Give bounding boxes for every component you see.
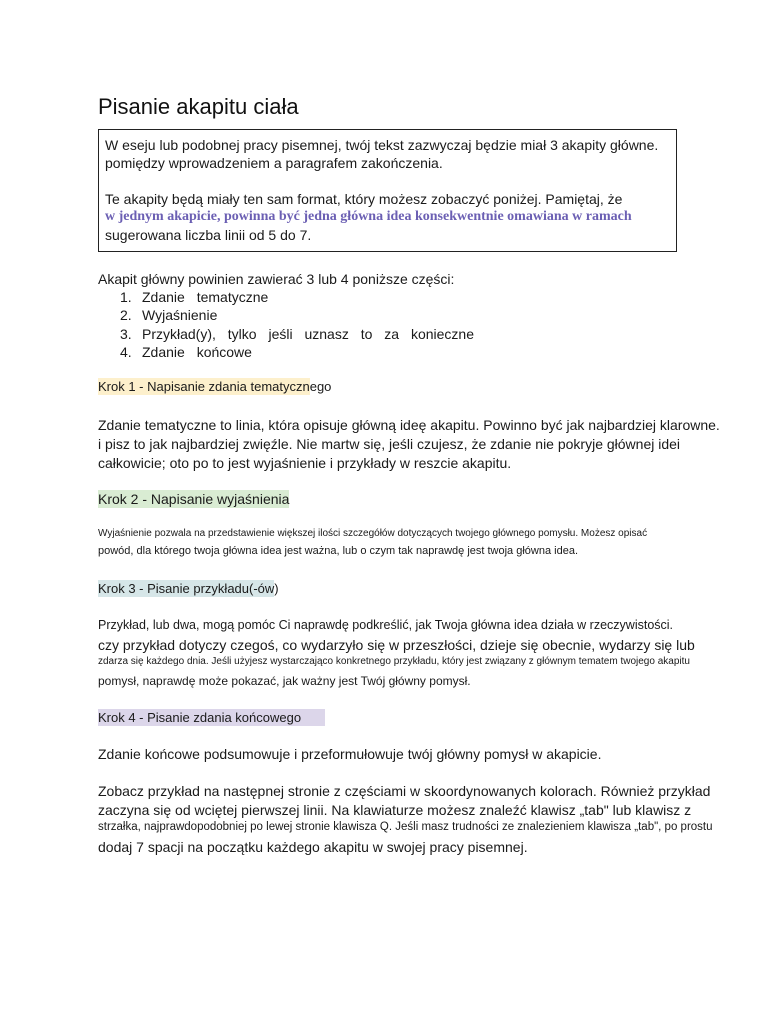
step-1-rest: ego — [309, 379, 332, 394]
page-title: Pisanie akapitu ciała — [98, 94, 299, 119]
box-line: sugerowana liczba linii od 5 do 7. — [105, 227, 312, 243]
paragraph-topic-line: i pisz to jak najbardziej zwięźle. Nie martw się, jeśli czujesz, że zdanie nie pokryje głównej idei — [98, 436, 681, 452]
paragraph-explanation-line: powód, dla którego twoja główna idea jest ważna, lub o czym tak naprawdę jest twoja główna idea. — [98, 545, 578, 557]
step-3-heading — [98, 581, 279, 596]
paragraph-example-line: zdarza się każdego dnia. Jeśli użyjesz wystarczająco konkretnego przykładu, który jest związany z głównym tematem twojego akapitu — [98, 656, 690, 667]
paragraph-closing-line: Zdanie końcowe podsumowuje i przeformułowuje twój główny pomysł w akapicie. — [98, 746, 602, 762]
step-2-highlight: Krok 2 - Napisanie wyjaśnienia — [98, 491, 290, 507]
paragraph-note-line: Zobacz przykład na następnej stronie z częściami w skoordynowanych kolorach. Również przykład — [98, 783, 711, 799]
step-1-highlight: Krok 1 - Napisanie zdania tematyczn — [98, 379, 310, 394]
step-4-heading — [98, 710, 325, 725]
paragraph-note-line: zaczyna się od wciętej pierwszej linii. Na klawiaturze możesz znaleźć klawisz „tab" lub klawisz z — [98, 802, 692, 818]
paragraph-example-line: czy przykład dotyczy czegoś, co wydarzyło się w przeszłości, dzieje się obecnie, wydarzy się lub — [98, 637, 695, 653]
paragraph-example-line: Przykład, lub dwa, mogą pomóc Ci naprawdę podkreślić, jak Twoja główna idea działa w rzeczywistości. — [98, 618, 674, 632]
step-3-rest: ) — [274, 581, 279, 596]
paragraph-explanation-line: Wyjaśnienie pozwala na przedstawienie większej ilości szczegółów dotyczących twojego głównego pomysłu. Możesz opisać — [98, 528, 648, 539]
box-line: W eseju lub podobnej pracy pisemnej, twój tekst zazwyczaj będzie miał 3 akapity główne. — [105, 137, 659, 153]
parts-list — [98, 288, 474, 361]
paragraph-topic-line: Zdanie tematyczne to linia, która opisuje główną ideę akapitu. Powinno być jak najbardziej klarowne. — [98, 417, 720, 433]
box-emphasis-line: w jednym akapicie, powinna być jedna główna idea konsekwentnie omawiana w ramach — [105, 209, 632, 224]
list-item: 2. Wyjaśnienie — [120, 307, 218, 324]
step-1-heading — [98, 379, 331, 394]
step-2-heading — [98, 491, 289, 507]
paragraph-example-line: pomysł, naprawdę może pokazać, jak ważny jest Twój główny pomysł. — [98, 674, 471, 688]
paragraph-note-line: strzałka, najprawdopodobniej po lewej stronie klawisza Q. Jeśli masz trudności ze znalezieniem klawisza „tab", po prostu — [98, 821, 713, 833]
intro-box — [98, 129, 677, 252]
parts-intro: Akapit główny powinien zawierać 3 lub 4 poniższe części: — [98, 271, 455, 287]
box-line: Te akapity będą miały ten sam format, który możesz zobaczyć poniżej. Pamiętaj, że — [105, 191, 623, 207]
box-line: pomiędzy wprowadzeniem a paragrafem zakończenia. — [105, 155, 443, 171]
list-item: 3. Przykład(y), tylko jeśli uznasz to za konieczne — [120, 325, 474, 342]
list-item: 4. Zdanie końcowe — [120, 343, 252, 360]
list-item: 1. Zdanie tematyczne — [120, 289, 269, 305]
step-4-highlight: Krok 4 - Pisanie zdania końcowego — [98, 709, 325, 726]
paragraph-note-line: dodaj 7 spacji na początku każdego akapitu w swojej pracy pisemnej. — [98, 839, 528, 855]
step-3-highlight: Krok 3 - Pisanie przykładu(-ów — [98, 581, 275, 596]
paragraph-topic-line: całkowicie; oto po to jest wyjaśnienie i przykłady w reszcie akapitu. — [98, 455, 512, 471]
